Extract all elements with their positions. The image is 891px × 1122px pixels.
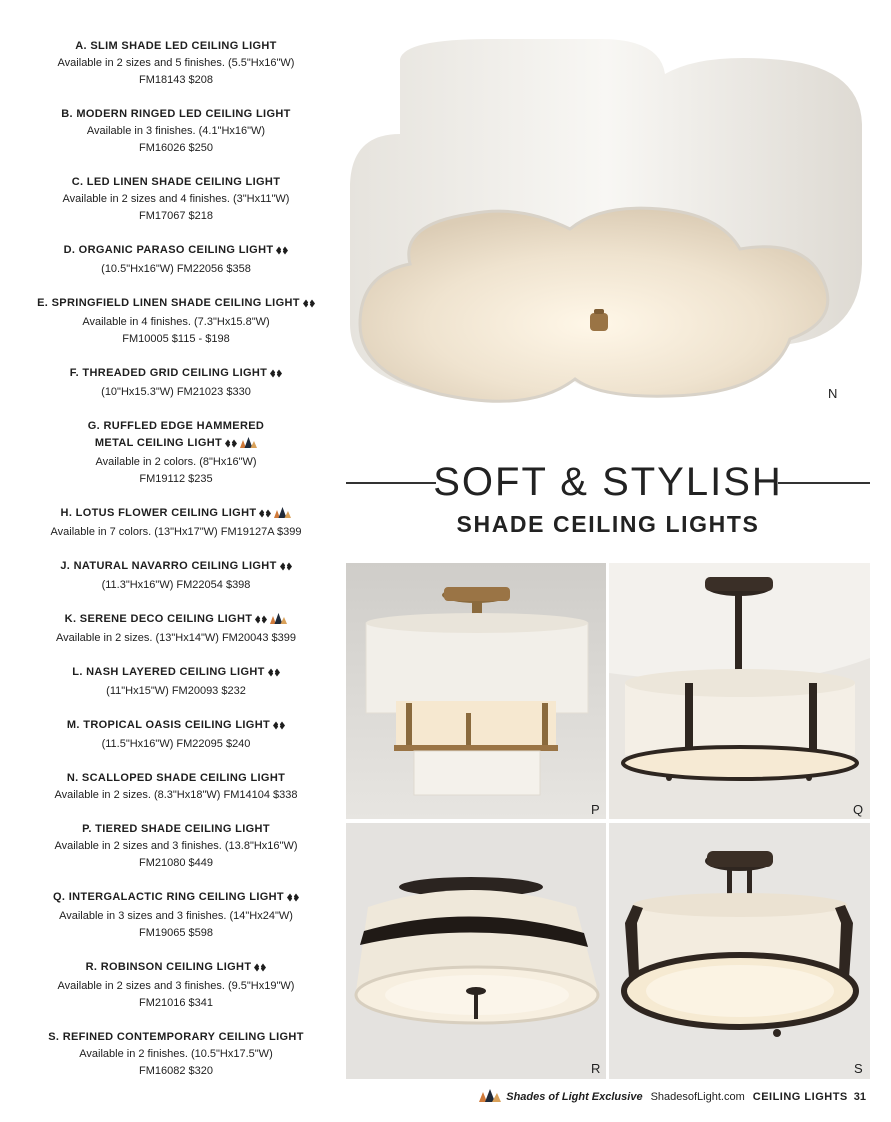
product-name-line: [30, 889, 322, 908]
product-item: [30, 664, 322, 700]
product-name-line: [30, 418, 322, 435]
product-detail: Available in 2 colors. (8"Hx16"W): [95, 456, 257, 468]
photo-n-scalloped-shade: [340, 34, 870, 418]
headline: [346, 455, 870, 545]
diamond-icon: [259, 507, 271, 524]
product-name-line: [30, 505, 322, 524]
product-name-line: [30, 558, 322, 577]
product-item: [30, 38, 322, 89]
product-detail: Available in 4 finishes. (7.3"Hx15.8"W): [82, 316, 270, 328]
product-detail: (11.3"Hx16"W) FM22054 $398: [101, 579, 251, 591]
product-detail: Available in 2 sizes and 3 finishes. (13.8"Hx16"W): [54, 840, 298, 852]
product-item: [30, 959, 322, 1012]
product-detail: (11.5"Hx16"W) FM22095 $240: [101, 738, 251, 750]
product-name-continued: METAL CEILING LIGHT: [94, 437, 223, 449]
product-detail: Available in 2 sizes and 4 finishes. (3"Hx11"W): [62, 193, 290, 205]
product-name-line: [30, 821, 322, 838]
product-name-line: [30, 106, 322, 123]
page-footer: [479, 1089, 866, 1105]
photo-p-tiered-shade: [346, 563, 606, 819]
photo-s-refined-contemporary: [609, 823, 870, 1079]
product-detail: Available in 2 finishes. (10.5"Hx17.5"W): [79, 1048, 273, 1060]
product-name-line: [30, 295, 322, 314]
product-name-line: [30, 611, 322, 630]
diamond-icon: [268, 666, 280, 683]
product-name-line: [30, 959, 322, 978]
product-name-line: [30, 174, 322, 191]
product-name-line: [30, 1029, 322, 1046]
product-name-line: [30, 242, 322, 261]
photo-p-letter: P: [591, 802, 600, 817]
product-name-line: [30, 435, 322, 454]
product-name: F. THREADED GRID CEILING LIGHT: [69, 367, 268, 379]
product-detail: Available in 2 sizes and 3 finishes. (9.5"Hx19"W): [57, 980, 295, 992]
product-list: [30, 38, 322, 1080]
photo-q-intergalactic-ring: [609, 563, 870, 819]
product-name: L. NASH LAYERED CEILING LIGHT: [72, 666, 265, 678]
diamond-icon: [273, 719, 285, 736]
diamond-icon: [254, 961, 266, 978]
exclusive-icon: [274, 507, 291, 524]
product-detail: (11"Hx15"W) FM20093 $232: [106, 685, 246, 697]
product-detail: FM10005 $115 - $198: [122, 333, 230, 345]
product-detail: FM16082 $320: [139, 1065, 213, 1077]
product-name: K. SERENE DECO CEILING LIGHT: [64, 613, 253, 625]
photo-r-letter: R: [591, 1061, 601, 1076]
product-item: [30, 106, 322, 157]
headline-title: SOFT & STYLISH: [433, 460, 783, 504]
product-detail: Available in 2 sizes. (8.3"Hx18"W) FM14104 $338: [54, 789, 298, 801]
photo-r-robinson: [346, 823, 606, 1079]
product-name: C. LED LINEN SHADE CEILING LIGHT: [71, 176, 281, 188]
product-detail: FM18143 $208: [139, 74, 213, 86]
diamond-icon: [255, 613, 267, 630]
product-name-line: [30, 770, 322, 787]
product-name: H. LOTUS FLOWER CEILING LIGHT: [60, 507, 257, 519]
product-detail: FM21080 $449: [139, 857, 213, 869]
product-name: D. ORGANIC PARASO CEILING LIGHT: [63, 244, 274, 256]
product-item: [30, 418, 322, 488]
product-detail: Available in 3 finishes. (4.1"Hx16"W): [86, 125, 266, 137]
product-detail: (10.5"Hx16"W) FM22056 $358: [101, 263, 251, 275]
page-number: 31: [853, 1091, 866, 1103]
product-item: [30, 242, 322, 278]
product-detail: FM19065 $598: [139, 927, 213, 939]
diamond-icon: [270, 367, 282, 384]
product-name: S. REFINED CONTEMPORARY CEILING LIGHT: [48, 1031, 304, 1043]
product-name: E. SPRINGFIELD LINEN SHADE CEILING LIGHT: [37, 297, 300, 309]
product-item: [30, 770, 322, 804]
product-name: M. TROPICAL OASIS CEILING LIGHT: [66, 719, 271, 731]
product-detail: Available in 7 colors. (13"Hx17"W) FM19127A $399: [50, 526, 302, 538]
product-name-line: [30, 38, 322, 55]
product-detail: FM16026 $250: [139, 142, 213, 154]
exclusive-icon: [240, 437, 257, 454]
product-name-line: [30, 365, 322, 384]
diamond-icon: [280, 560, 292, 577]
diamond-icon: [276, 244, 288, 261]
product-item: [30, 365, 322, 401]
product-detail: (10"Hx15.3"W) FM21023 $330: [101, 386, 251, 398]
shades-of-light-exclusive-icon: [479, 1089, 501, 1105]
product-detail: Available in 3 sizes and 3 finishes. (14"Hx24"W): [59, 910, 293, 922]
product-name: R. ROBINSON CEILING LIGHT: [85, 961, 252, 973]
product-name: Q. INTERGALACTIC RING CEILING LIGHT: [52, 891, 285, 903]
product-name-line: [30, 717, 322, 736]
product-item: [30, 505, 322, 541]
product-name: G. RUFFLED EDGE HAMMERED: [87, 420, 265, 432]
exclusive-icon: [270, 613, 287, 630]
product-detail: Available in 2 sizes. (13"Hx14"W) FM20043 $399: [56, 632, 296, 644]
photo-s-letter: S: [854, 1061, 863, 1076]
section-label: CEILING LIGHTS: [752, 1091, 848, 1103]
product-item: [30, 821, 322, 872]
exclusive-label: Shades of Light Exclusive: [506, 1091, 643, 1103]
diamond-icon: [303, 297, 315, 314]
site-link[interactable]: ShadesofLight.com: [650, 1091, 745, 1103]
product-item: [30, 295, 322, 348]
product-detail: Available in 2 sizes and 5 finishes. (5.5"Hx16"W): [57, 57, 295, 69]
product-item: [30, 174, 322, 225]
product-item: [30, 611, 322, 647]
photo-n-letter: N: [828, 386, 838, 401]
product-detail: FM17067 $218: [139, 210, 213, 222]
product-item: [30, 717, 322, 753]
product-name: P. TIERED SHADE CEILING LIGHT: [82, 823, 270, 835]
product-detail: FM19112 $235: [139, 473, 213, 485]
product-name-line: [30, 664, 322, 683]
product-name: A. SLIM SHADE LED CEILING LIGHT: [75, 40, 277, 52]
product-detail: FM21016 $341: [139, 997, 213, 1009]
product-item: [30, 1029, 322, 1080]
product-name: B. MODERN RINGED LED CEILING LIGHT: [61, 108, 291, 120]
product-item: [30, 558, 322, 594]
product-item: [30, 889, 322, 942]
product-name: J. NATURAL NAVARRO CEILING LIGHT: [60, 560, 277, 572]
headline-subtitle: SHADE CEILING LIGHTS: [456, 511, 760, 537]
diamond-icon: [287, 891, 299, 908]
photo-q-letter: Q: [853, 802, 864, 817]
product-name: N. SCALLOPED SHADE CEILING LIGHT: [66, 772, 286, 784]
diamond-icon: [225, 437, 237, 454]
